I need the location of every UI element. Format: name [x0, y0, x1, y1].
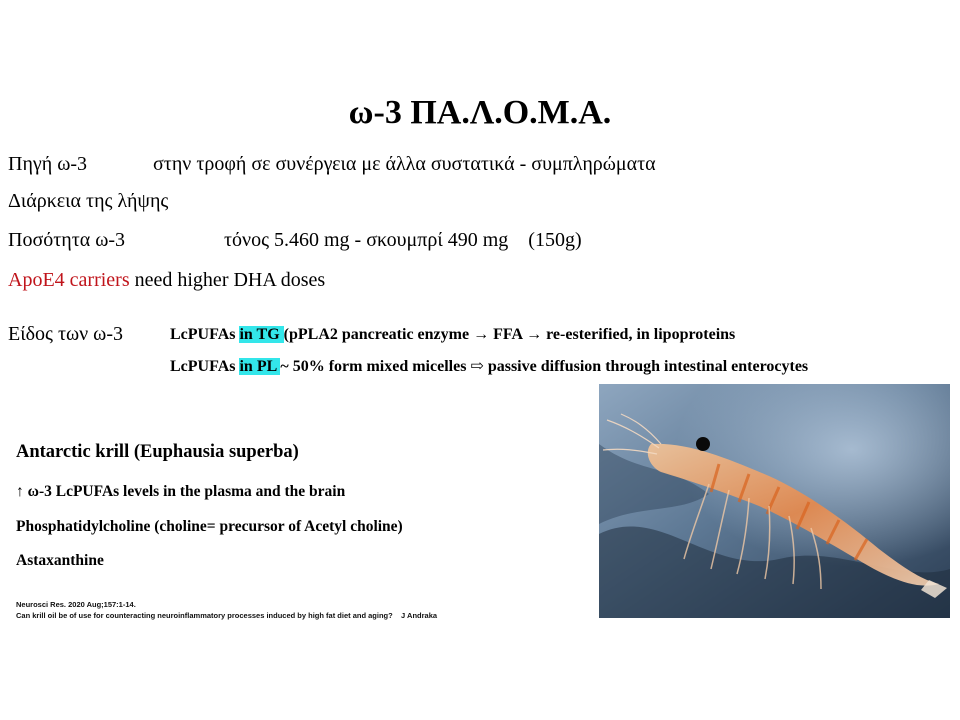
apoe4-rest-text: need higher DHA doses [129, 269, 326, 291]
reference-citation: Neurosci Res. 2020 Aug;157:1-14. [16, 600, 136, 609]
type-tg-rest: (pPLA2 pancreatic enzyme → FFA → re-esterified, in lipoproteins [283, 326, 736, 343]
type-pl-highlight: in PL [239, 358, 281, 375]
source-label: Πηγή ω-3 [8, 153, 88, 175]
krill-photo [599, 384, 950, 618]
type-pl-line [170, 356, 808, 376]
type-label: Είδος των ω-3 [8, 323, 124, 345]
krill-point-plasma-brain: ↑ ω-3 LcPUFAs levels in the plasma and the brain [16, 483, 346, 500]
type-pl-rest: ~ 50% form mixed micelles ⇨ passive diffusion through intestinal enterocytes [280, 358, 809, 375]
type-pl-prefix: LcPUFAs [170, 358, 240, 375]
type-tg-highlight: in TG [239, 326, 284, 343]
apoe4-note [8, 269, 325, 292]
reference-title: Can krill oil be of use for counteracting neuroinflammatory processes induced by high fat diet and aging? J Andraka [16, 611, 438, 620]
krill-point-astaxanthine: Astaxanthine [16, 552, 104, 569]
apoe4-carriers-text: ApoE4 carriers [8, 269, 130, 291]
slide-title: ω-3 ΠΑ.Λ.Ο.Μ.Α. [348, 94, 612, 131]
krill-heading: Antarctic krill (Euphausia superba) [16, 442, 299, 462]
quantity-label: Ποσότητα ω-3 [8, 229, 126, 251]
source-value: στην τροφή σε συνέργεια με άλλα συστατικά - συμπληρώματα [153, 153, 656, 175]
type-tg-prefix: LcPUFAs [170, 326, 240, 343]
type-tg-line [170, 326, 735, 344]
quantity-value: τόνος 5.460 mg - σκουμπρί 490 mg (150g) [224, 229, 582, 251]
krill-photo-svg [599, 384, 950, 618]
krill-point-phosphatidylcholine: Phosphatidylcholine (choline= precursor of Acetyl choline) [16, 518, 403, 535]
duration-label: Διάρκεια της λήψης [8, 190, 169, 212]
